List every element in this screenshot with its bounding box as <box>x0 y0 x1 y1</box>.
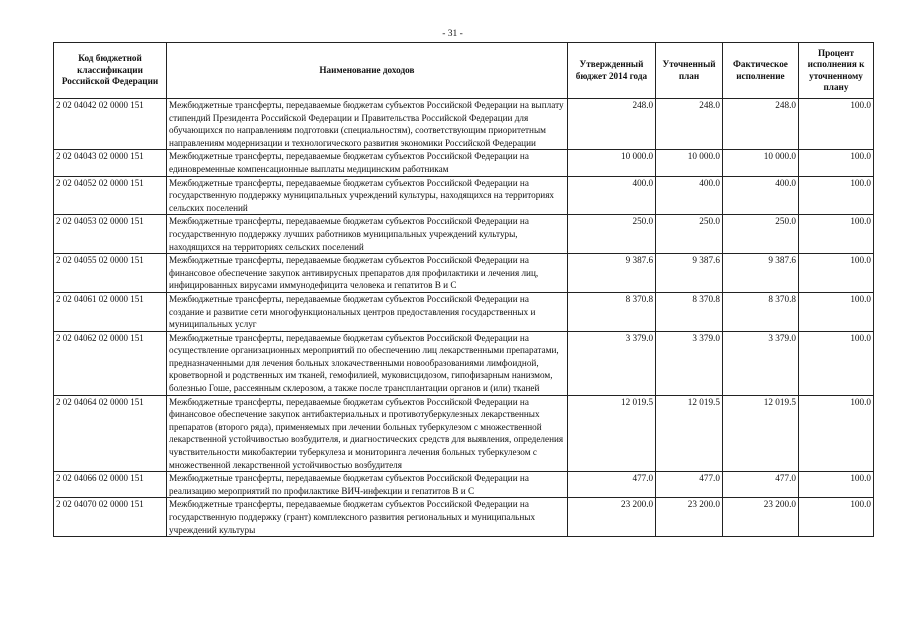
table-row <box>54 331 874 395</box>
cell-code: 2 02 04052 02 0000 151 <box>54 176 167 215</box>
cell-approved: 400.0 <box>567 176 655 215</box>
cell-percent: 100.0 <box>798 292 873 331</box>
cell-actual: 250.0 <box>722 215 798 254</box>
cell-code: 2 02 04043 02 0000 151 <box>54 150 167 176</box>
cell-name: Межбюджетные трансферты, передаваемые бюджетам субъектов Российской Федерации на осуществление организационных мероприятий по обеспечению лиц лекарственными препаратами, предназначенными для лечения больных злокачественными новообразованиями лимфоидной, кроветворной и родственных им тканей, гемофилией, муковисцидозом, гипофизарным нанизмом, болезнью Гоше, рассеянным склерозом, а также после трансплантации органов и (или) тканей <box>167 331 568 395</box>
cell-approved: 248.0 <box>567 99 655 150</box>
cell-code: 2 02 04055 02 0000 151 <box>54 254 167 293</box>
cell-specified: 477.0 <box>656 472 723 498</box>
cell-percent: 100.0 <box>798 472 873 498</box>
cell-code: 2 02 04053 02 0000 151 <box>54 215 167 254</box>
header-actual: Фактическое исполнение <box>722 43 798 99</box>
table-body <box>54 99 874 537</box>
table-row <box>54 498 874 537</box>
cell-percent: 100.0 <box>798 215 873 254</box>
table-row <box>54 150 874 176</box>
cell-approved: 8 370.8 <box>567 292 655 331</box>
cell-approved: 12 019.5 <box>567 395 655 472</box>
cell-specified: 9 387.6 <box>656 254 723 293</box>
cell-name: Межбюджетные трансферты, передаваемые бюджетам субъектов Российской Федерации на государственную поддержку (грант) комплексного развития региональных и муниципальных учреждений культуры <box>167 498 568 537</box>
cell-approved: 250.0 <box>567 215 655 254</box>
cell-percent: 100.0 <box>798 150 873 176</box>
cell-approved: 10 000.0 <box>567 150 655 176</box>
cell-percent: 100.0 <box>798 498 873 537</box>
cell-name: Межбюджетные трансферты, передаваемые бюджетам субъектов Российской Федерации на выплату стипендий Президента Российской Федерации и Правительства Российской Федерации для обучающихся по направлениям подготовки (специальностям), соответствующим приоритетным направлениям модернизации и технологического развития экономики Российской Федерации <box>167 99 568 150</box>
header-name: Наименование доходов <box>167 43 568 99</box>
cell-actual: 477.0 <box>722 472 798 498</box>
cell-approved: 477.0 <box>567 472 655 498</box>
table-row <box>54 254 874 293</box>
budget-revenue-table <box>53 42 874 537</box>
cell-percent: 100.0 <box>798 176 873 215</box>
header-specified: Уточненный план <box>656 43 723 99</box>
cell-specified: 10 000.0 <box>656 150 723 176</box>
cell-specified: 23 200.0 <box>656 498 723 537</box>
header-code: Код бюджетной классификации Российской Федерации <box>54 43 167 99</box>
cell-code: 2 02 04066 02 0000 151 <box>54 472 167 498</box>
cell-percent: 100.0 <box>798 331 873 395</box>
table-row <box>54 99 874 150</box>
table-row <box>54 472 874 498</box>
header-percent: Процент исполнения к уточненному плану <box>798 43 873 99</box>
cell-name: Межбюджетные трансферты, передаваемые бюджетам субъектов Российской Федерации на реализацию мероприятий по профилактике ВИЧ-инфекции и гепатитов В и С <box>167 472 568 498</box>
cell-actual: 8 370.8 <box>722 292 798 331</box>
cell-specified: 3 379.0 <box>656 331 723 395</box>
table-row <box>54 176 874 215</box>
table-row <box>54 395 874 472</box>
cell-name: Межбюджетные трансферты, передаваемые бюджетам субъектов Российской Федерации на финансовое обеспечение закупок антивирусных препаратов для профилактики и лечения лиц, инфицированных вирусами иммунодефицита человека и гепатитов В и С <box>167 254 568 293</box>
header-approved: Утвержденный бюджет 2014 года <box>567 43 655 99</box>
cell-actual: 3 379.0 <box>722 331 798 395</box>
cell-name: Межбюджетные трансферты, передаваемые бюджетам субъектов Российской Федерации на создание и развитие сети многофункциональных центров предоставления государственных и муниципальных услуг <box>167 292 568 331</box>
cell-actual: 9 387.6 <box>722 254 798 293</box>
cell-code: 2 02 04042 02 0000 151 <box>54 99 167 150</box>
cell-specified: 8 370.8 <box>656 292 723 331</box>
cell-percent: 100.0 <box>798 254 873 293</box>
cell-actual: 10 000.0 <box>722 150 798 176</box>
cell-approved: 3 379.0 <box>567 331 655 395</box>
cell-specified: 12 019.5 <box>656 395 723 472</box>
cell-name: Межбюджетные трансферты, передаваемые бюджетам субъектов Российской Федерации на государственную поддержку лучших работников муниципальных учреждений культуры, находящихся на территориях сельских поселений <box>167 215 568 254</box>
cell-actual: 248.0 <box>722 99 798 150</box>
cell-specified: 248.0 <box>656 99 723 150</box>
cell-specified: 250.0 <box>656 215 723 254</box>
cell-actual: 12 019.5 <box>722 395 798 472</box>
cell-name: Межбюджетные трансферты, передаваемые бюджетам субъектов Российской Федерации на государственную поддержку муниципальных учреждений культуры, находящихся на территориях сельских поселений <box>167 176 568 215</box>
cell-code: 2 02 04064 02 0000 151 <box>54 395 167 472</box>
table-row <box>54 215 874 254</box>
cell-specified: 400.0 <box>656 176 723 215</box>
cell-approved: 9 387.6 <box>567 254 655 293</box>
cell-code: 2 02 04062 02 0000 151 <box>54 331 167 395</box>
cell-actual: 400.0 <box>722 176 798 215</box>
table-header-row <box>54 43 874 99</box>
cell-percent: 100.0 <box>798 99 873 150</box>
table-row <box>54 292 874 331</box>
cell-code: 2 02 04061 02 0000 151 <box>54 292 167 331</box>
cell-actual: 23 200.0 <box>722 498 798 537</box>
cell-percent: 100.0 <box>798 395 873 472</box>
page-number: - 31 - <box>442 29 463 39</box>
cell-name: Межбюджетные трансферты, передаваемые бюджетам субъектов Российской Федерации на единовременные компенсационные выплаты медицинским работникам <box>167 150 568 176</box>
cell-name: Межбюджетные трансферты, передаваемые бюджетам субъектов Российской Федерации на финансовое обеспечение закупок антибактериальных и противотуберкулезных лекарственных препаратов (второго ряда), применяемых при лечении больных туберкулезом с множественной лекарственной устойчивостью возбудителя, и диагностических средств для выявления, определения чувствительности микобактерии туберкулеза и мониторинга лечения больных туберкулезом с множественной лекарственной устойчивостью возбудителя <box>167 395 568 472</box>
cell-approved: 23 200.0 <box>567 498 655 537</box>
cell-code: 2 02 04070 02 0000 151 <box>54 498 167 537</box>
